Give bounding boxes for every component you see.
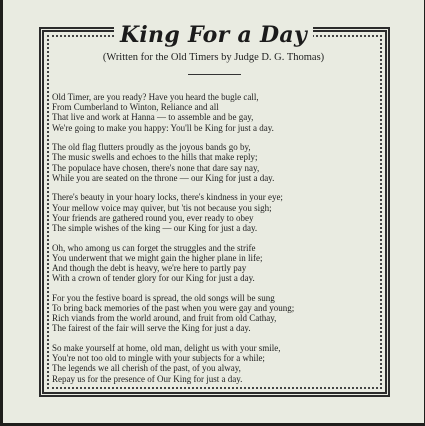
poem-line: Old Timer, are you ready? Have you heard the bugle call, [52,92,259,102]
title-rule [188,74,241,75]
poem-line: That live and work at Hanna — to assemble and be gay, [52,112,254,123]
poem-title-text: King For a Day [114,22,313,48]
poem-subtitle: (Written for the Old Timers by Judge D. G. Thomas) [102,52,325,63]
poem-line: And though the debt is heavy, we're here to partly pay [52,263,247,274]
stanza-4 [52,243,388,284]
poem-line: We're going to make you happy: You'll be King for just a day. [52,122,274,133]
poem-line: There's beauty in your hoary locks, there's kindness in your eye; [52,192,283,203]
poem-line: Your friends are gathered round you, ever ready to obey [52,212,254,223]
stanza-5 [52,293,388,334]
poem-line: Your mellow voice may quiver, but 'tis not because you sigh; [52,202,272,213]
poem-line: You underwent that we might gain the higher plane in life; [52,252,263,263]
poem-line: From Cumberland to Winton, Reliance and all [52,102,219,113]
poem-card [3,0,424,423]
poem-line: The legends we all cherish of the past, of you alway, [52,363,241,374]
stanza-6 [52,343,388,384]
poem-line: Oh, who among us can forget the struggles and the strife [52,242,256,253]
poem-body [52,92,388,393]
poem-line: To bring back memories of the past when you were gay and young; [52,303,295,314]
poem-line: The simple wishes of the king — our King for just a day. [52,223,258,234]
poem-line: With a crown of tender glory for our King for just a day. [52,273,255,284]
stanza-3 [52,192,388,233]
poem-title [3,22,424,48]
poem-line: The music swells and echoes to the hills that make reply; [52,152,258,163]
poem-line: The populace have chosen, there's none that dare say nay, [52,162,260,173]
poem-line: While you are seated on the throne — our King for just a day. [52,172,275,183]
poem-line: For you the festive board is spread, the old songs will be sung [52,292,275,303]
poem-line: So make yourself at home, old man, delight us with your smile, [52,343,281,354]
poem-line: You're not too old to mingle with your subjects for a while; [52,353,265,364]
poem-line: The old flag flutters proudly as the joyous bands go by, [52,142,251,153]
poem-line: Rich viands from the world around, and fruit from old Cathay, [52,313,277,324]
poem-line: The fairest of the fair will serve the King for just a day. [52,323,251,334]
poem-line: Repay us for the presence of Our King for just a day. [52,373,243,384]
stanza-1 [52,92,388,133]
stanza-2 [52,142,388,183]
